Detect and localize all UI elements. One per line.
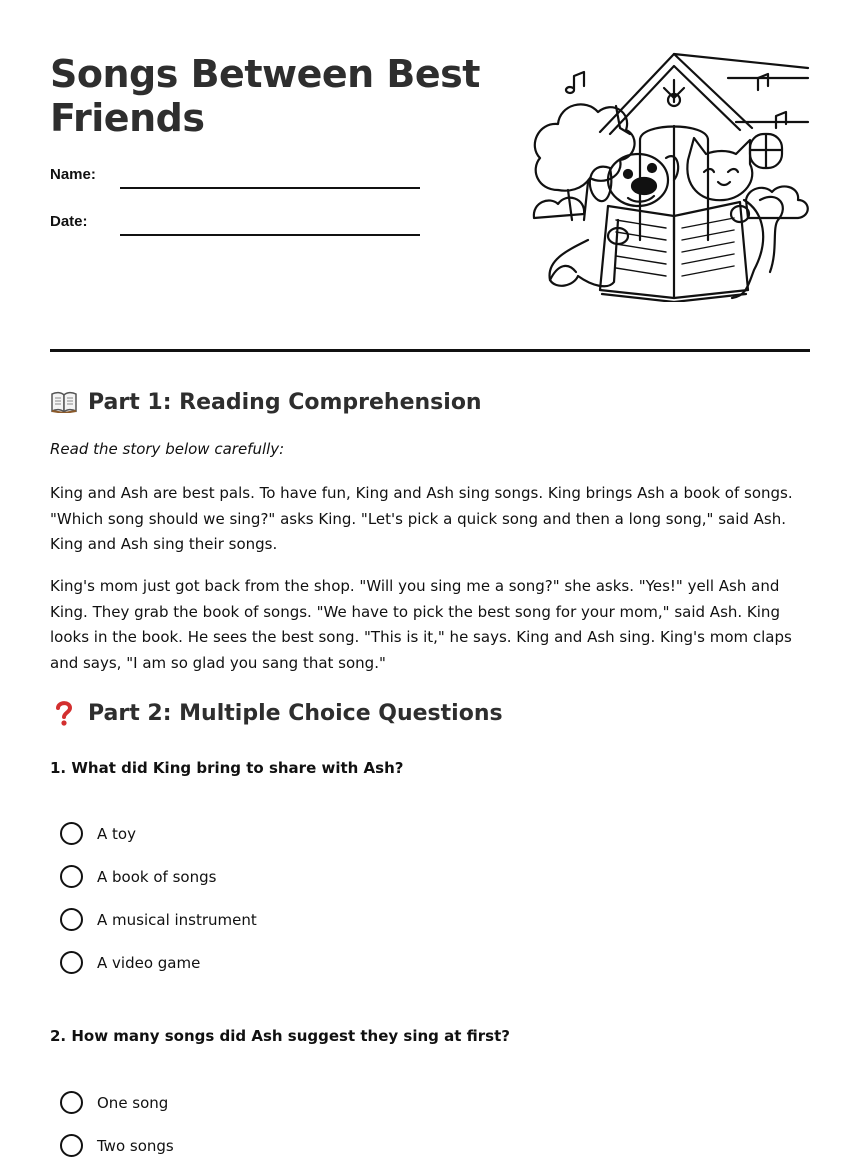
radio-button[interactable]: [60, 1091, 83, 1114]
radio-button[interactable]: [60, 908, 83, 931]
q2-option-b[interactable]: [60, 1134, 174, 1157]
question-2: 2. How many songs did Ash suggest they sing at first?: [50, 1027, 510, 1045]
header-divider: [50, 349, 810, 352]
q1-option-b[interactable]: [60, 865, 216, 888]
option-label: One song: [97, 1093, 169, 1112]
option-label: Two songs: [97, 1136, 174, 1155]
radio-button[interactable]: [60, 1134, 83, 1157]
option-label: A toy: [97, 824, 136, 843]
story-paragraph: King and Ash are best pals. To have fun, King and Ash sing songs. King brings Ash a book of songs. "Which song should we sing?" asks King. "Let's pick a quick song and then a long song," said Ash. King and Ash sing their songs.: [50, 484, 793, 554]
part2-heading: [50, 700, 503, 726]
q1-option-d[interactable]: [60, 951, 200, 974]
q1-option-a[interactable]: [60, 822, 136, 845]
radio-button[interactable]: [60, 951, 83, 974]
open-book-icon: [50, 389, 78, 415]
part1-heading: [50, 389, 482, 415]
question-1: 1. What did King bring to share with Ash?: [50, 759, 404, 777]
dog-and-cat-singing-illustration: [528, 50, 812, 302]
name-field-line[interactable]: [120, 187, 420, 189]
date-label: Date:: [50, 213, 88, 230]
worksheet-title: Songs Between Best Friends: [50, 52, 480, 140]
q2-option-a[interactable]: [60, 1091, 168, 1114]
name-label: Name:: [50, 166, 96, 183]
story-paragraph: King's mom just got back from the shop. "Will you sing me a song?" she asks. "Yes!" yell Ash and King. They grab the book of songs. "We have to pick the best song for your mom," said Ash. King looks in the book. He sees the best song. "This is it," he says. King and Ash sing. King's mom claps and says, "I am so glad you sang that song.": [50, 577, 792, 673]
part1-heading-text: Part 1: Reading Comprehension: [88, 389, 482, 415]
question-mark-icon: [50, 700, 78, 726]
radio-button[interactable]: [60, 865, 83, 888]
reading-instructions: Read the story below carefully:: [50, 440, 285, 458]
option-label: A video game: [97, 953, 201, 972]
radio-button[interactable]: [60, 822, 83, 845]
date-field-line[interactable]: [120, 234, 420, 236]
q1-option-c[interactable]: [60, 908, 257, 931]
option-label: A musical instrument: [97, 910, 257, 929]
option-label: A book of songs: [97, 867, 217, 886]
part2-heading-text: Part 2: Multiple Choice Questions: [88, 700, 503, 726]
